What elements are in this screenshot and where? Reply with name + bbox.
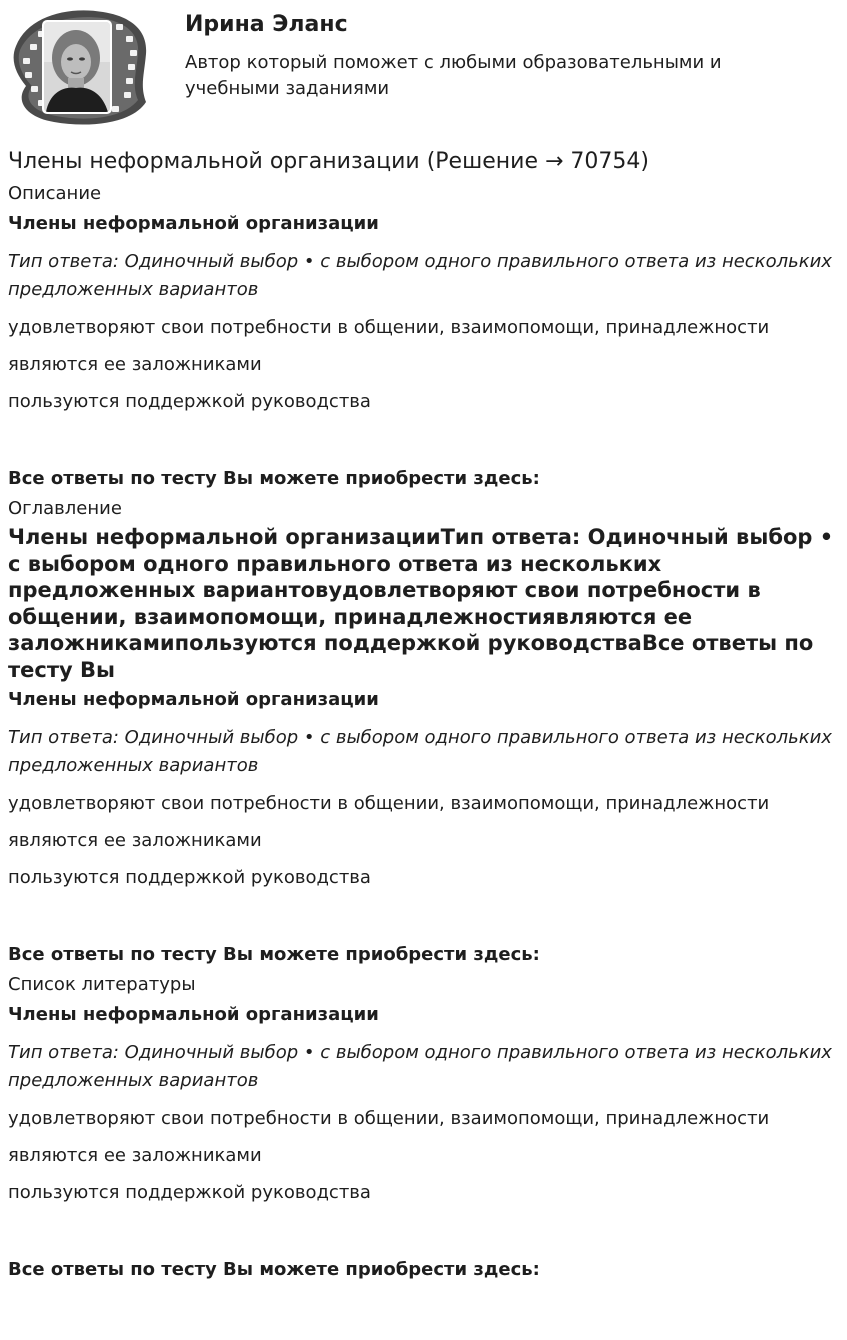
question-option: являются ее заложниками [8,1145,262,1166]
question-title: Члены неформальной организации [8,1004,379,1025]
question-option: удовлетворяют свои потребности в общении, взаимопомощи, принадлежности [8,317,770,338]
toc-label: Оглавление [8,498,122,519]
toc-heading: Члены неформальной организацииТип ответа: Одиночный выбор • с выбором одного правильного ответа из нескольких предложенных вариантовудовлетворяют свои потребности в общении, взаимопомощи, принадлежностиявляются ее заложникамипользуются поддержкой руководстваВсе ответы по тесту Вы [8,525,834,682]
avatar [8,6,150,128]
description-section [8,181,840,492]
question-option: пользуются поддержкой руководства [8,1182,371,1203]
question-option: удовлетворяют свои потребности в общении, взаимопомощи, принадлежности [8,1108,770,1129]
question-option: являются ее заложниками [8,830,262,851]
page-title: Члены неформальной организации (Решение → 70754) [8,149,649,174]
author-name: Ирина Эланс [185,12,348,37]
question-option: являются ее заложниками [8,354,262,375]
buy-answers-text: Все ответы по тесту Вы можете приобрести здесь: [8,1259,540,1280]
bibliography-label: Список литературы [8,974,196,995]
description-label: Описание [8,183,102,204]
question-title: Члены неформальной организации [8,213,379,234]
question-option: удовлетворяют свои потребности в общении, взаимопомощи, принадлежности [8,793,770,814]
question-option: пользуются поддержкой руководства [8,391,371,412]
bibliography-section [8,972,840,1283]
question-title: Члены неформальной организации [8,689,379,710]
film-strip-avatar-image [8,6,150,128]
question-option: пользуются поддержкой руководства [8,867,371,888]
author-description: Автор который поможет с любыми образовательными и учебными заданиями [185,52,722,99]
buy-answers-text: Все ответы по тесту Вы можете приобрести здесь: [8,944,540,965]
question-type: Тип ответа: Одиночный выбор • с выбором одного правильного ответа из нескольких предложенных вариантов [8,727,832,776]
buy-answers-text: Все ответы по тесту Вы можете приобрести здесь: [8,468,540,489]
toc-section [8,496,840,968]
page [8,0,840,1283]
question-type: Тип ответа: Одиночный выбор • с выбором одного правильного ответа из нескольких предложенных вариантов [8,251,832,300]
author-header [8,0,840,136]
question-type: Тип ответа: Одиночный выбор • с выбором одного правильного ответа из нескольких предложенных вариантов [8,1042,832,1091]
